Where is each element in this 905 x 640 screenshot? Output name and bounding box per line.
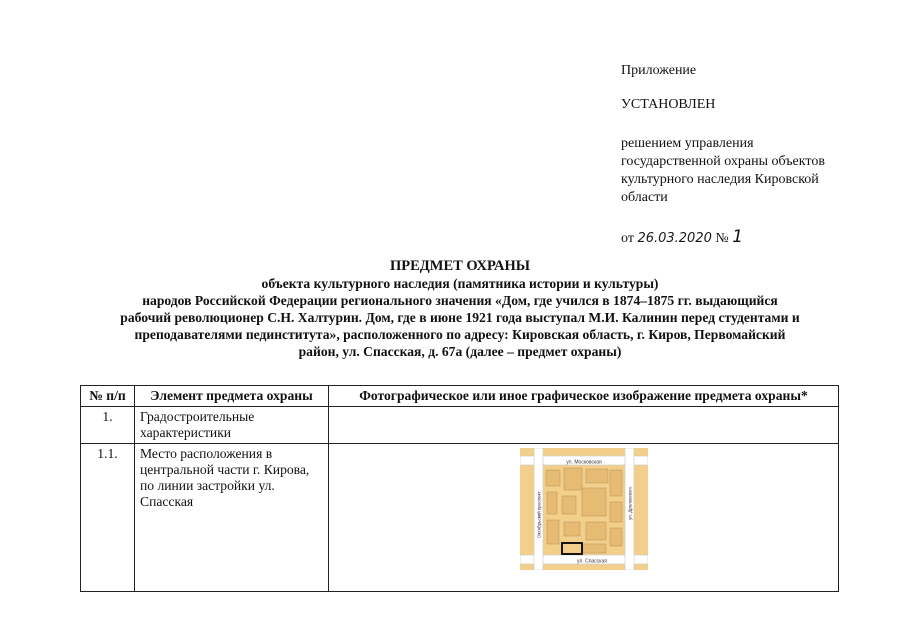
building — [564, 522, 580, 536]
table-row — [81, 444, 839, 592]
building — [562, 496, 576, 514]
building — [547, 520, 559, 544]
table-header-row — [81, 386, 839, 407]
number-prefix: № — [715, 231, 729, 246]
decision-line: решением управления — [621, 136, 754, 151]
building — [610, 528, 622, 546]
header-element: Элемент предмета охраны — [135, 386, 329, 407]
location-map — [520, 448, 648, 570]
row-number: 1. — [81, 407, 135, 444]
title-main: ПРЕДМЕТ ОХРАНЫ — [389, 258, 531, 274]
building — [582, 488, 606, 516]
building — [586, 469, 608, 483]
building — [564, 468, 582, 490]
title-line: объекта культурного наследия (памятника истории и культуры) — [261, 276, 659, 291]
building — [610, 502, 622, 522]
decision-date-line — [621, 228, 881, 248]
date-prefix: от — [621, 231, 634, 246]
row-element: Место расположения в центральной части г. Кирова, по линии застройки ул. Спасская — [135, 444, 329, 592]
title-line: народов Российской Федерации регионального значения «Дом, где учился в 1874–1875 гг. выдающийся — [142, 293, 778, 308]
building — [586, 522, 606, 540]
building — [547, 492, 557, 514]
appendix-block — [621, 62, 881, 248]
header-image: Фотографическое или иное графическое изображение предмета охраны* — [329, 386, 839, 407]
row-number: 1.1. — [81, 444, 135, 592]
row-image — [329, 407, 839, 444]
decision-line: области — [621, 190, 668, 205]
decision-date: 26.03.2020 — [637, 231, 712, 246]
building — [546, 470, 560, 486]
label-street-top: ул. Московская — [565, 459, 602, 466]
row-image — [329, 444, 839, 592]
title-line: рабочий революционер С.Н. Халтурин. Дом, где в июне 1921 года выступал М.И. Калинин перед студентами и — [120, 310, 800, 325]
label-street-left: Октябрьский проспект — [536, 491, 541, 538]
label-street-bottom: ул. Спасская — [576, 558, 607, 565]
title-line: район, ул. Спасская, д. 67а (далее – предмет охраны) — [298, 344, 622, 359]
appendix-label: Приложение — [621, 63, 697, 78]
label-street-right: ул. Дрелевского — [627, 486, 632, 520]
table-row — [81, 407, 839, 444]
row-element: Градостроительные характеристики — [135, 407, 329, 444]
building — [610, 470, 622, 496]
decision-line: государственной охраны объектов — [621, 154, 825, 169]
title-line: преподавателями пединститута», расположенного по адресу: Кировская область, г. Киров, Первомайский — [134, 327, 786, 342]
document-title — [80, 258, 840, 360]
building — [582, 544, 606, 553]
decision-number: 1 — [732, 227, 744, 247]
protection-table — [80, 385, 839, 592]
approved-label: УСТАНОВЛЕН — [621, 97, 716, 112]
decision-line: культурного наследия Кировской — [621, 172, 819, 187]
header-number: № п/п — [81, 386, 135, 407]
